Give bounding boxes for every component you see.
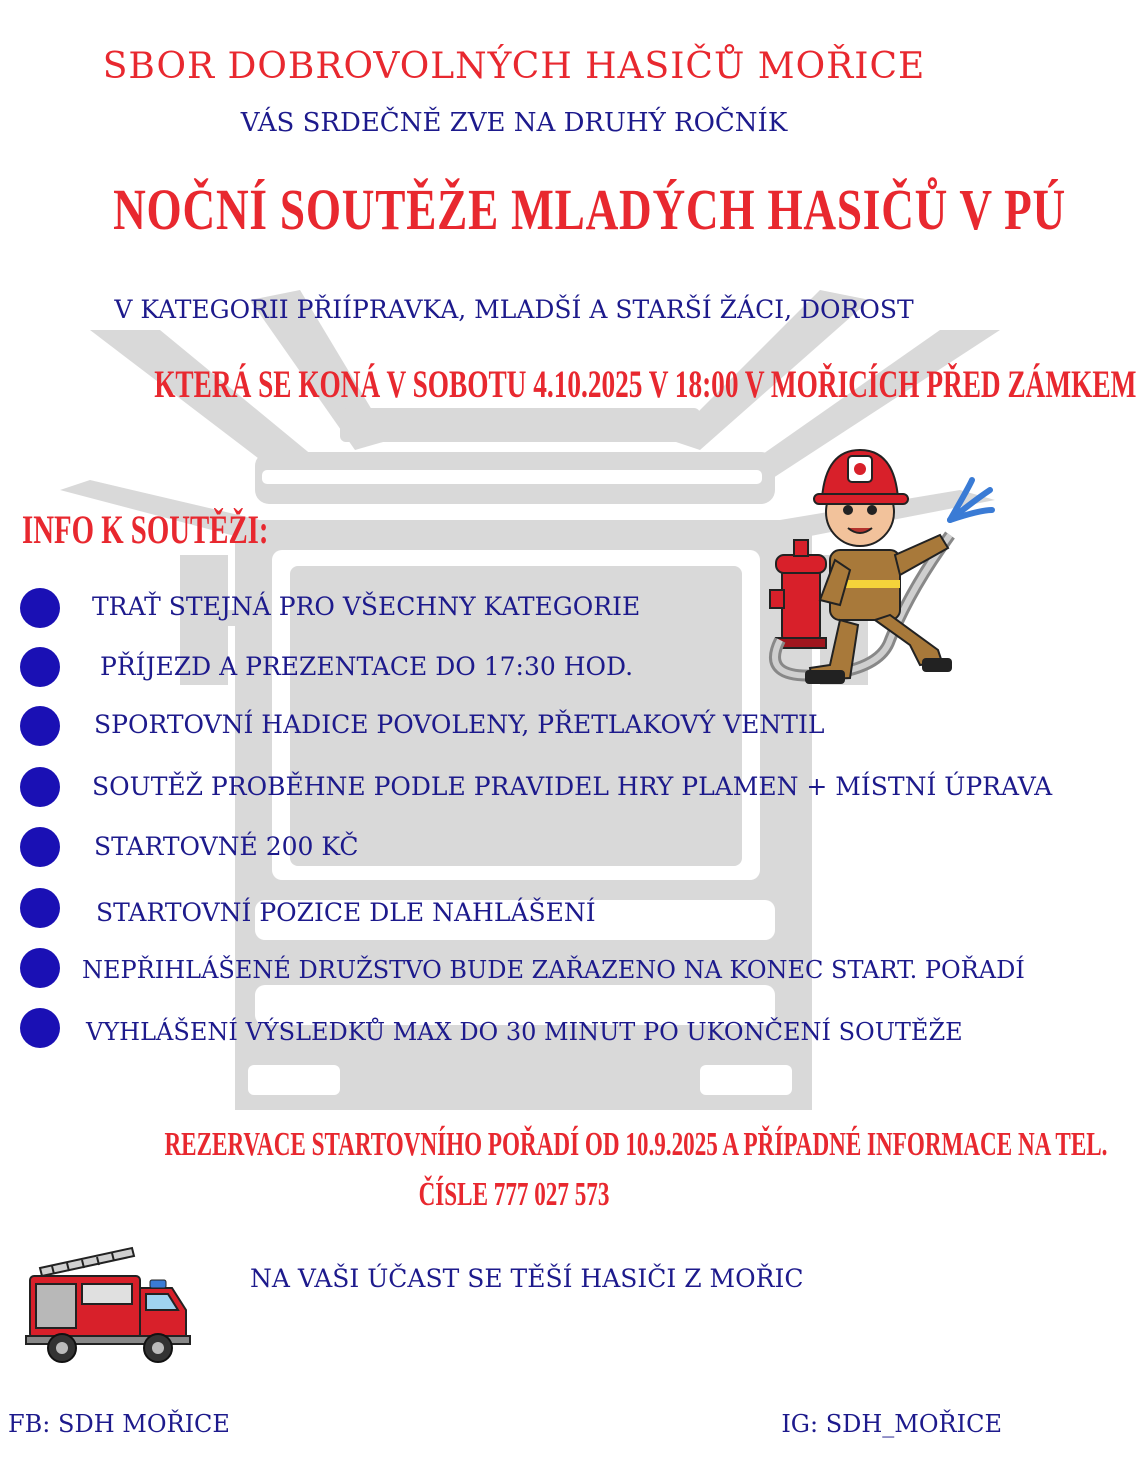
date-location-line: KTERÁ SE KONÁ V SOBOTU 4.10.2025 V 18:00 V MOŘICÍCH PŘED ZÁMKEM xyxy=(154,363,1136,406)
categories-line: V KATEGORII PŘIÍPRAVKA, MLADŠÍ A STARŠÍ ŽÁCI, DOROST xyxy=(114,295,914,324)
bullet-dot xyxy=(20,827,60,867)
info-item: STARTOVNÍ POZICE DLE NAHLÁŠENÍ xyxy=(96,898,596,927)
reservation-line-1: REZERVACE STARTOVNÍHO POŘADÍ OD 10.9.2025 A PŘÍPADNÉ INFORMACE NA TEL. xyxy=(164,1126,1108,1163)
instagram-handle: IG: SDH_MOŘICE xyxy=(781,1410,1002,1438)
info-item: NEPŘIHLÁŠENÉ DRUŽSTVO BUDE ZAŘAZENO NA KONEC START. POŘADÍ xyxy=(82,956,1025,984)
bullet-dot xyxy=(20,1008,60,1048)
fireman-with-hose-icon xyxy=(760,440,1000,690)
facebook-handle: FB: SDH MOŘICE xyxy=(8,1410,230,1438)
info-item: SOUTĚŽ PROBĚHNE PODLE PRAVIDEL HRY PLAMEN + MÍSTNÍ ÚPRAVA xyxy=(92,772,1053,801)
info-item: VYHLÁŠENÍ VÝSLEDKŮ MAX DO 30 MINUT PO UKONČENÍ SOUTĚŽE xyxy=(86,1018,963,1046)
reservation-phone: ČÍSLE 777 027 573 xyxy=(418,1176,610,1213)
organizer-heading: SBOR DOBROVOLNÝCH HASIČŮ MOŘICE xyxy=(102,46,926,87)
bullet-dot xyxy=(20,588,60,628)
info-item: PŘÍJEZD A PREZENTACE DO 17:30 HOD. xyxy=(100,652,634,681)
bullet-dot xyxy=(20,706,60,746)
bullet-dot xyxy=(20,948,60,988)
info-heading: INFO K SOUTĚŽI: xyxy=(22,507,269,552)
bullet-dot xyxy=(20,888,60,928)
invite-line: VÁS SRDEČNĚ ZVE NA DRUHÝ ROČNÍK xyxy=(240,108,788,138)
info-item: STARTOVNÉ 200 KČ xyxy=(94,832,359,861)
info-item: TRAŤ STEJNÁ PRO VŠECHNY KATEGORIE xyxy=(92,592,641,621)
bullet-dot xyxy=(20,647,60,687)
closing-line: NA VAŠI ÚČAST SE TĚŠÍ HASIČI Z MOŘIC xyxy=(250,1264,804,1293)
event-title: NOČNÍ SOUTĚŽE MLADÝCH HASIČŮ V PÚ xyxy=(113,177,1066,242)
fire-truck-icon xyxy=(22,1240,192,1365)
info-item: SPORTOVNÍ HADICE POVOLENY, PŘETLAKOVÝ VENTIL xyxy=(94,710,825,739)
bullet-dot xyxy=(20,767,60,807)
